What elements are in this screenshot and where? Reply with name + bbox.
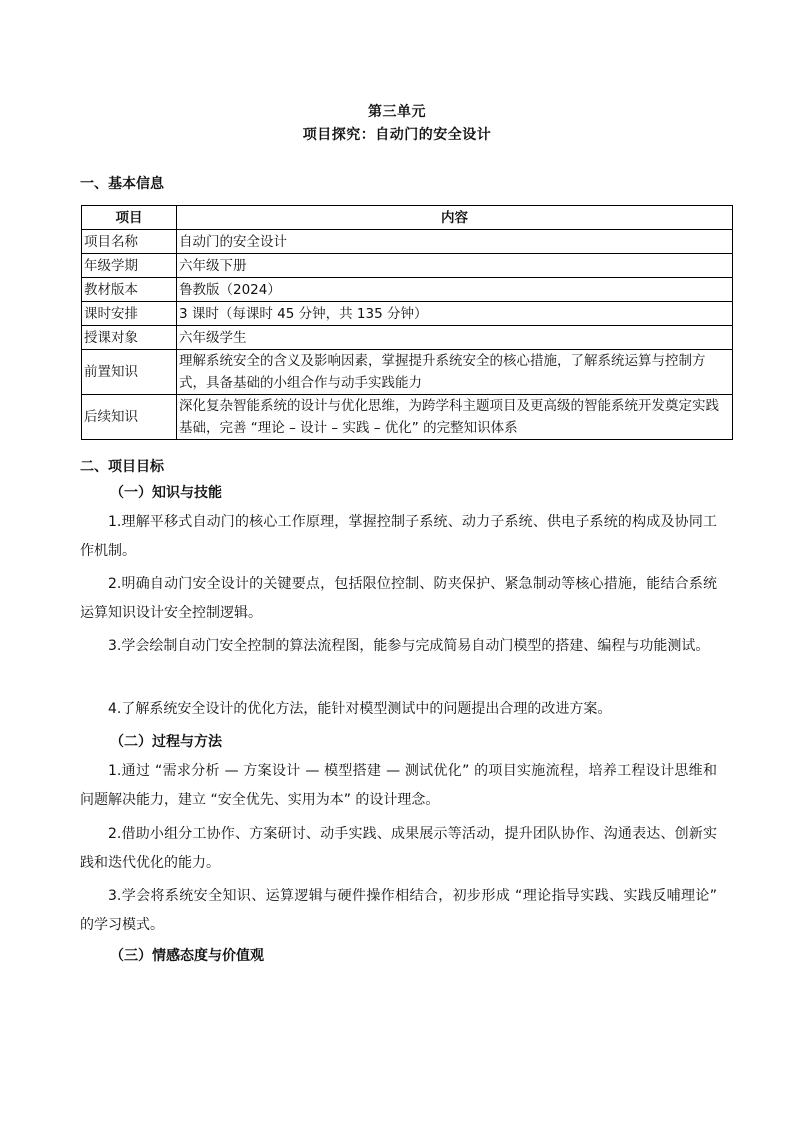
table-row <box>82 278 733 302</box>
section-goals-heading: 二、项目目标 <box>80 459 164 475</box>
table-row <box>82 350 733 395</box>
row-value: 3 课时（每课时 45 分钟，共 135 分钟） <box>177 302 733 326</box>
row-key: 项目名称 <box>82 230 177 254</box>
row-value: 六年级下册 <box>177 254 733 278</box>
row-value: 深化复杂智能系统的设计与优化思维，为跨学科主题项目及更高级的智能系统开发奠定实践基础，完善 “理论 – 设计 – 实践 – 优化” 的完整知识体系 <box>177 395 733 440</box>
subsection-knowledge-heading: （一）知识与技能 <box>110 485 222 501</box>
section-basic-info-heading: 一、基本信息 <box>80 176 164 192</box>
table-header-row <box>82 206 733 230</box>
table-header-content: 内容 <box>177 206 733 230</box>
subsection-values-heading: （三）情感态度与价值观 <box>110 948 264 964</box>
goal-paragraph: 4.了解系统安全设计的优化方法，能针对模型测试中的问题提出合理的改进方案。 <box>108 701 612 717</box>
table-row <box>82 302 733 326</box>
row-key: 年级学期 <box>82 254 177 278</box>
subsection-process-heading: （二）过程与方法 <box>110 734 222 750</box>
row-key: 教材版本 <box>82 278 177 302</box>
row-value: 六年级学生 <box>177 326 733 350</box>
unit-title: 第三单元 <box>368 104 426 120</box>
table-row <box>82 254 733 278</box>
goal-paragraph: 1.通过 “需求分析 — 方案设计 — 模型搭建 — 测试优化” 的项目实施流程，培养工程设计思维和问题解决能力，建立 “安全优先、实用为本” 的设计理念。 <box>80 763 717 808</box>
row-key: 课时安排 <box>82 302 177 326</box>
table-row <box>82 395 733 440</box>
row-key: 后续知识 <box>82 395 177 440</box>
row-key: 前置知识 <box>82 350 177 395</box>
goal-paragraph: 2.借助小组分工协作、方案研讨、动手实践、成果展示等活动，提升团队协作、沟通表达、创新实践和迭代优化的能力。 <box>80 826 717 871</box>
basic-info-table <box>81 205 733 440</box>
row-value: 理解系统安全的含义及影响因素，掌握提升系统安全的核心措施，了解系统运算与控制方式，具备基础的小组合作与动手实践能力 <box>177 350 733 395</box>
goal-paragraph: 1.理解平移式自动门的核心工作原理，掌握控制子系统、动力子系统、供电子系统的构成及协同工作机制。 <box>80 514 717 559</box>
goal-paragraph: 2.明确自动门安全设计的关键要点，包括限位控制、防夹保护、紧急制动等核心措施，能结合系统运算知识设计安全控制逻辑。 <box>80 576 717 621</box>
table-row <box>82 230 733 254</box>
row-value: 自动门的安全设计 <box>177 230 733 254</box>
row-value: 鲁教版（2024） <box>177 278 733 302</box>
table-header-item: 项目 <box>82 206 177 230</box>
goal-paragraph: 3.学会将系统安全知识、运算逻辑与硬件操作相结合，初步形成 “理论指导实践、实践反哺理论” 的学习模式。 <box>80 888 717 933</box>
row-key: 授课对象 <box>82 326 177 350</box>
table-row <box>82 326 733 350</box>
goal-paragraph: 3.学会绘制自动门安全控制的算法流程图，能参与完成简易自动门模型的搭建、编程与功能测试。 <box>108 638 710 654</box>
project-title: 项目探究：自动门的安全设计 <box>302 127 492 143</box>
